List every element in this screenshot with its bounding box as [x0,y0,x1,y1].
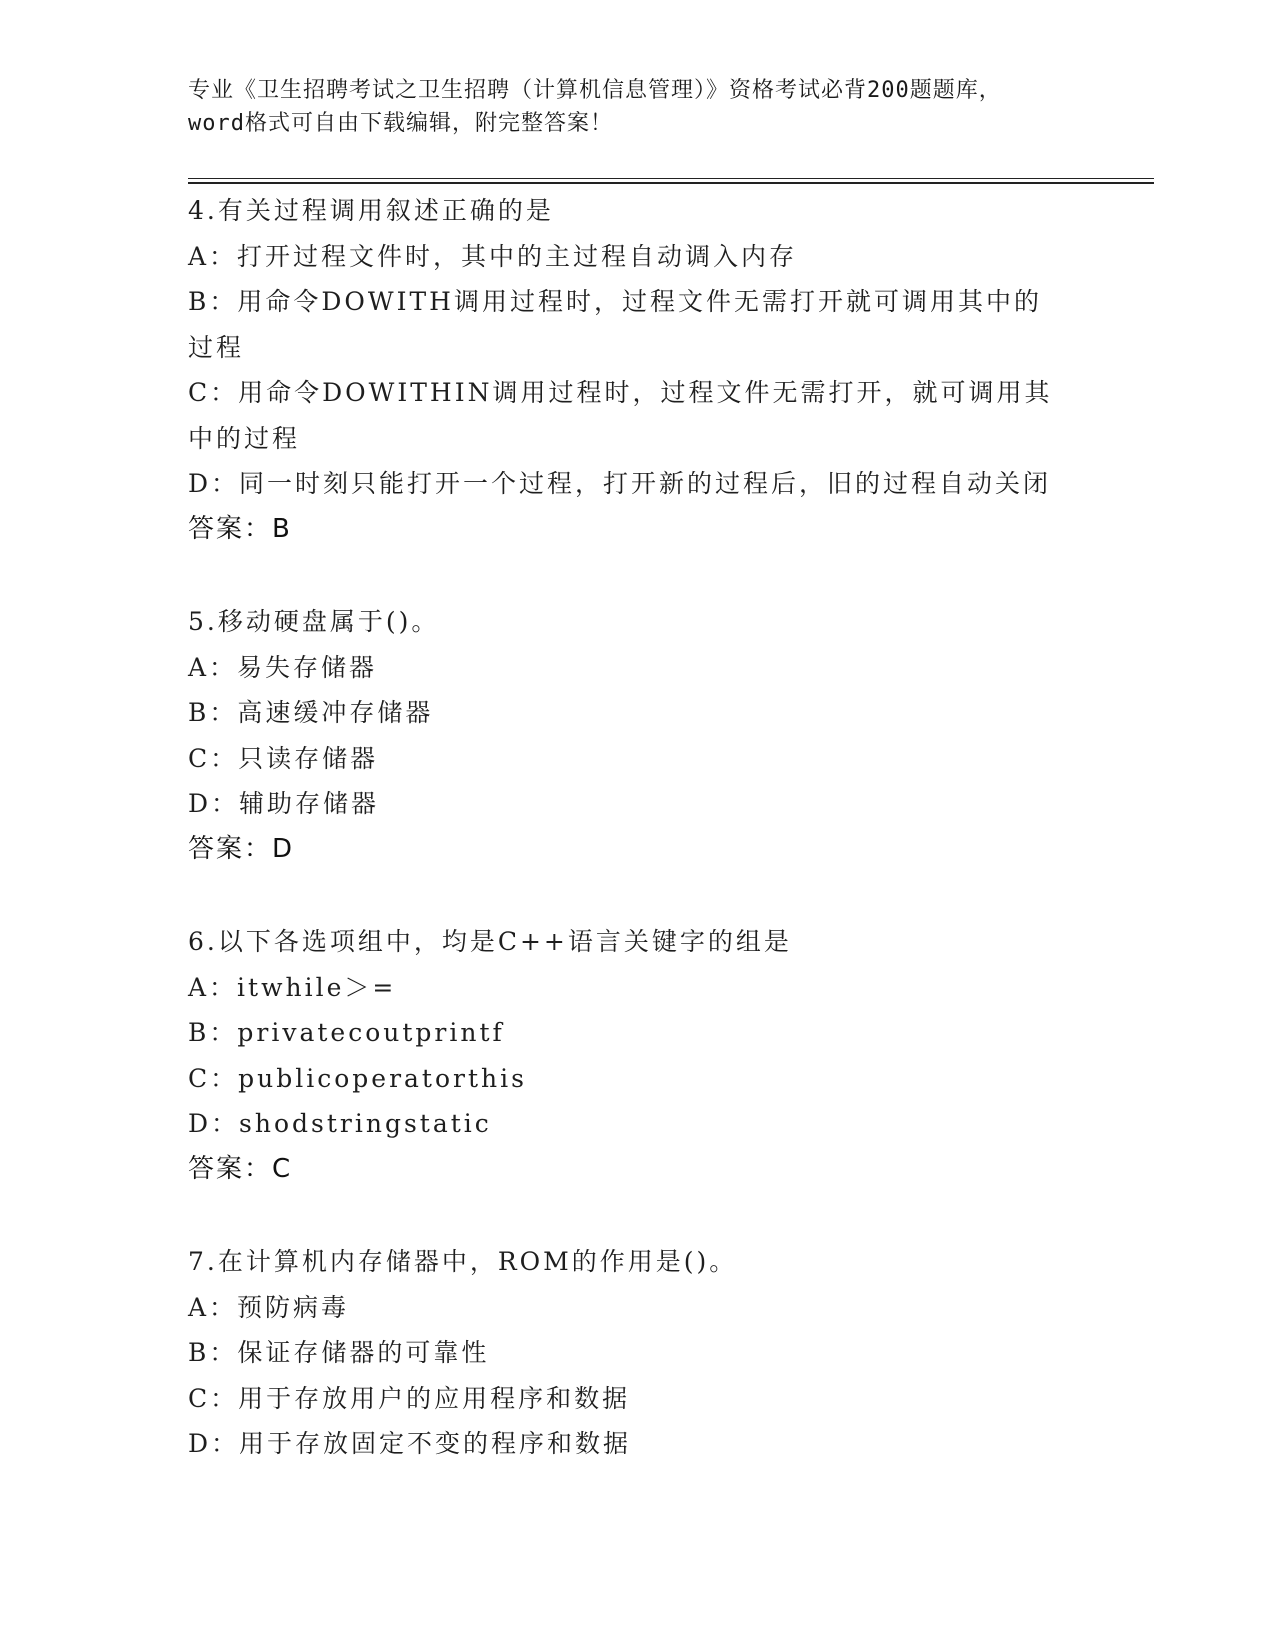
question-stem: 4.有关过程调用叙述正确的是 [188,196,554,225]
question-item [188,919,1068,1192]
question-option: A：打开过程文件时，其中的主过程自动调入内存 [188,241,798,271]
question-option: B：高速缓冲存储器 [188,698,434,727]
question-option: B：privatecoutprintf [188,1018,505,1047]
header-divider-thin [188,178,1154,179]
question-answer: 答案：C [188,1153,293,1184]
question-option: C：只读存储器 [188,743,379,773]
question-stem: 7.在计算机内存储器中，ROM的作用是()。 [188,1247,738,1276]
question-option: B：用命令DOWITH调用过程时，过程文件无需打开就可调用其中的过程 [188,287,1042,362]
question-option: D：同一时刻只能打开一个过程，打开新的过程后，旧的过程自动关闭 [188,469,1052,498]
question-option: C：用命令DOWITHIN调用过程时，过程文件无需打开，就可调用其中的过程 [188,378,1053,453]
header-line-1: 专业《卫生招聘考试之卫生招聘（计算机信息管理）》资格考试必背200题题库， [188,78,1002,103]
header-line-2: word格式可自由下载编辑，附完整答案！ [188,111,613,136]
question-option: A：itwhile＞= [188,972,397,1002]
question-option: D：用于存放固定不变的程序和数据 [188,1429,632,1458]
question-list [188,188,1068,1514]
question-option: C：publicoperatorthis [188,1063,527,1093]
question-stem: 5.移动硬盘属于()。 [188,607,440,636]
question-option: B：保证存储器的可靠性 [188,1338,490,1367]
question-item [188,1239,1068,1467]
question-answer: 答案：B [188,513,292,544]
document-header [188,74,1068,140]
question-item [188,188,1068,552]
question-stem: 6.以下各选项组中，均是C++语言关键字的组是 [188,927,792,956]
question-option: D：shodstringstatic [188,1109,492,1138]
question-option: A：易失存储器 [188,652,378,682]
question-option: A：预防病毒 [188,1292,350,1322]
question-option: D：辅助存储器 [188,789,380,818]
header-divider-thick [188,182,1154,184]
question-answer: 答案：D [188,833,295,864]
question-item [188,599,1068,872]
question-option: C：用于存放用户的应用程序和数据 [188,1383,631,1413]
